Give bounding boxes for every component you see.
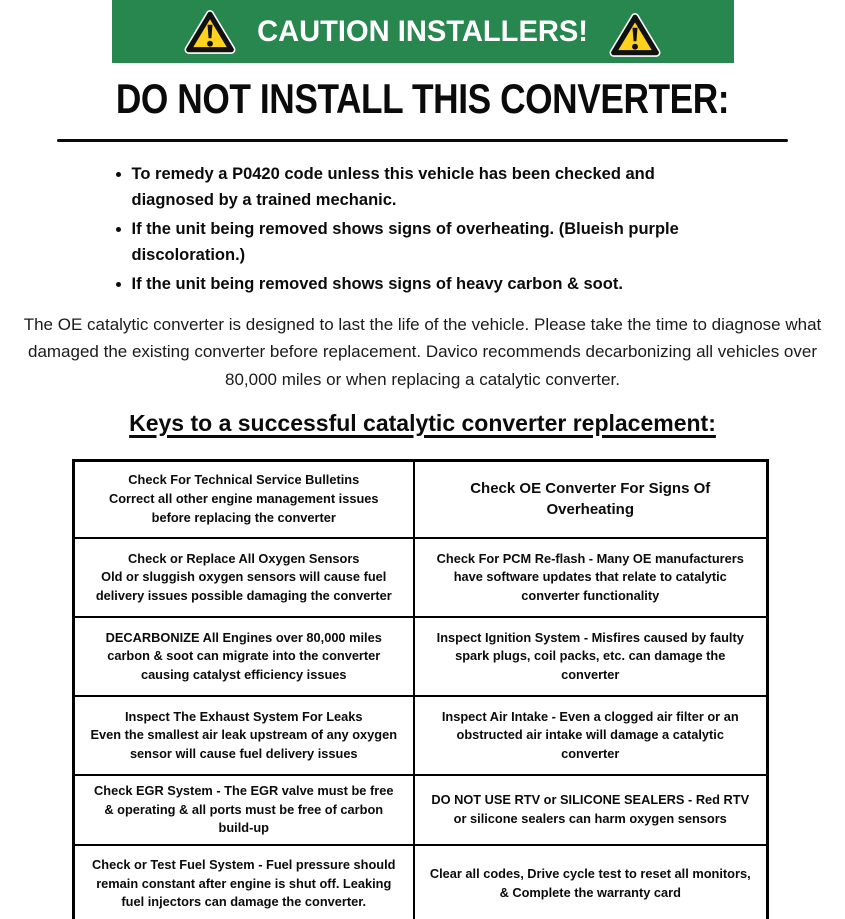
table-cell-right: [414, 845, 768, 919]
table-cell-left: [74, 845, 414, 919]
table-row: [74, 775, 768, 845]
cell-line: Inspect Ignition System - Misfires caused by faulty spark plugs, coil packs, etc. can damage the converter: [436, 629, 744, 682]
table-cell-left: [74, 696, 414, 775]
table-row: [74, 845, 768, 919]
cell-line: Check or Test Fuel System - Fuel pressure should remain constant after engine is shut off. Leaking fuel injectors can damage the converter.: [92, 857, 396, 910]
table-cell-right: [414, 617, 768, 696]
table-cell-right: [414, 696, 768, 775]
warning-item: • If the unit being removed shows signs of overheating. (Blueish purple discoloration.): [132, 216, 734, 269]
cell-line: Check or Replace All Oxygen Sensors: [128, 550, 360, 566]
keys-heading: Keys to a successful catalytic converter replacement:: [129, 409, 716, 436]
cell-line: DO NOT USE RTV or SILICONE SEALERS - Red RTV or silicone sealers can harm oxygen sensors: [431, 792, 750, 826]
cell-line: DECARBONIZE All Engines over 80,000 miles carbon & soot can migrate into the converter causing catalyst efficiency issues: [105, 629, 382, 682]
cell-line: Inspect Air Intake - Even a clogged air filter or an obstructed air intake will damage a catalytic converter: [441, 708, 739, 761]
warning-triangle-icon: [609, 5, 661, 59]
cell-line: Check EGR System - The EGR valve must be free & operating & all ports must be free of carbon build-up: [94, 783, 394, 836]
warnings-list: [112, 161, 734, 297]
cell-line: Even the smallest air leak upstream of any oxygen sensor will cause fuel delivery issues: [90, 727, 398, 761]
do-not-install-headline: DO NOT INSTALL THIS CONVERTER:: [115, 75, 730, 122]
table-row: [74, 460, 768, 538]
tips-table: [72, 459, 769, 919]
table-cell-left: [74, 775, 414, 845]
table-cell-left: [74, 460, 414, 538]
cell-line: Check For PCM Re-flash - Many OE manufacturers have software updates that relate to catalytic converter functionality: [436, 550, 744, 603]
cell-line: Old or sluggish oxygen sensors will cause fuel delivery issues possible damaging the converter: [95, 569, 392, 603]
cell-line: Clear all codes, Drive cycle test to reset all monitors, & Complete the warranty card: [429, 866, 751, 900]
table-row: [74, 696, 768, 775]
table-cell-left: [74, 538, 414, 617]
caution-banner: [112, 0, 734, 63]
table-cell-left: [74, 617, 414, 696]
table-cell-right: [414, 775, 768, 845]
table-row: [74, 617, 768, 696]
warning-triangle-icon: [184, 8, 236, 56]
warning-item: • To remedy a P0420 code unless this vehicle has been checked and diagnosed by a trained mechanic.: [132, 161, 734, 214]
cell-line: Inspect The Exhaust System For Leaks: [124, 708, 363, 724]
table-cell-right: [414, 538, 768, 617]
table-cell-right: [414, 460, 768, 538]
table-row: [74, 538, 768, 617]
cell-line: Check For Technical Service Bulletins: [128, 472, 360, 488]
banner-title: CAUTION INSTALLERS!: [257, 14, 588, 48]
cell-line: Check OE Converter For Signs Of Overheating: [470, 479, 711, 519]
intro-paragraph: The OE catalytic converter is designed to last the life of the vehicle. Please take the time to diagnose what damaged the existing converter before replacement. Davico recommends decarbonizing all vehicles over 80,000 miles or when replacing a catalytic converter.: [23, 314, 822, 390]
divider-rule: [57, 139, 788, 142]
warning-item: • If the unit being removed shows signs of heavy carbon & soot.: [132, 271, 734, 297]
cell-line: Correct all other engine management issues before replacing the converter: [108, 491, 379, 525]
